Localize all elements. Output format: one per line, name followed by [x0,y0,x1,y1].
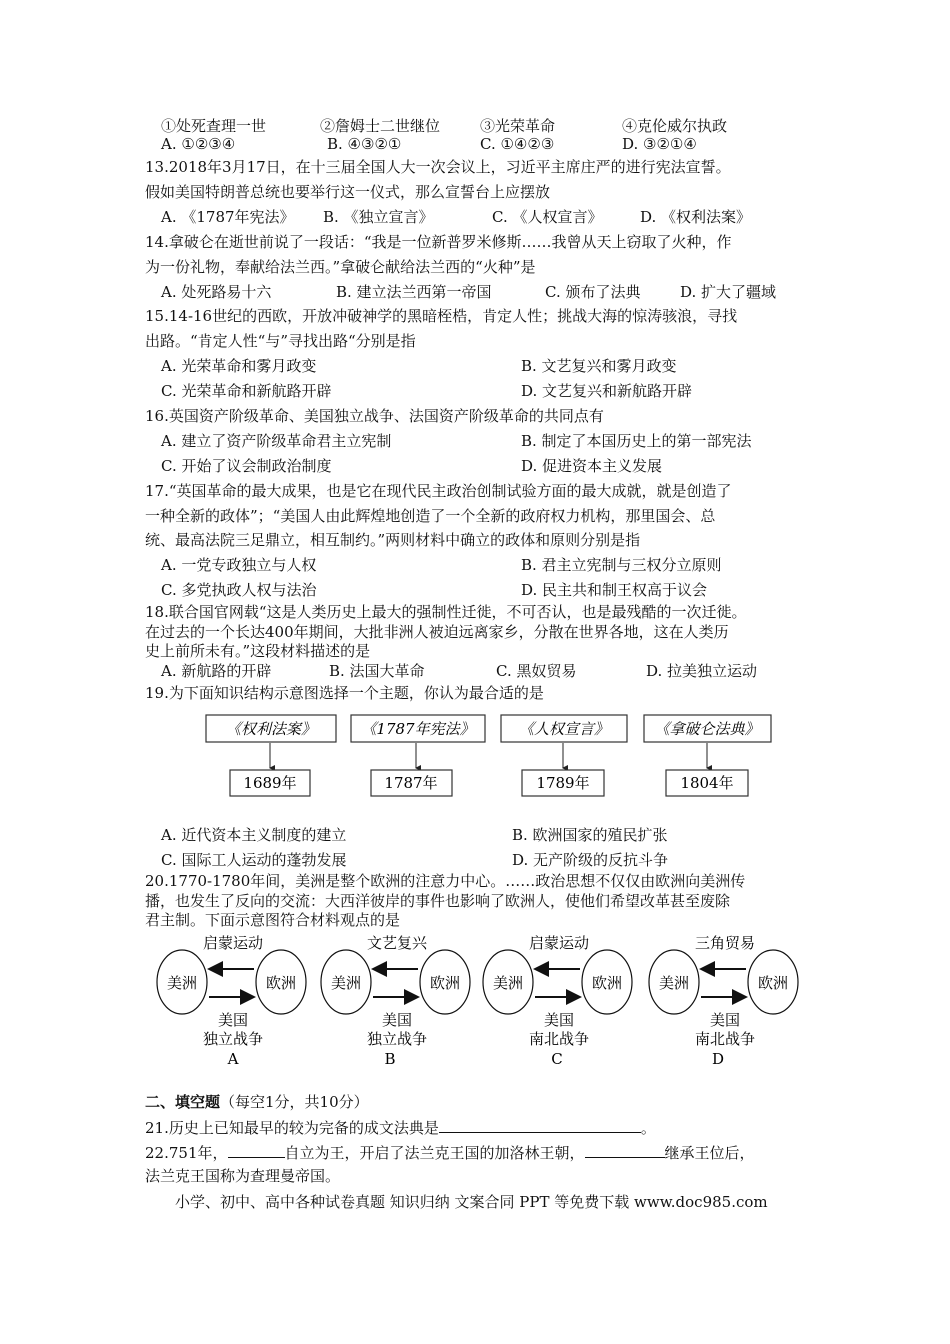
q18-option-d: D. 拉美独立运动 [646,662,758,680]
q22-line-1 [145,1142,755,1163]
q19-doc-1: 《权利法案》 [225,720,317,738]
q22-blank-2[interactable] [585,1142,665,1158]
q21-end: 。 [640,1119,656,1137]
q20-diagram-d-top: 三角贸易 [694,934,756,952]
q18-line-2: 在过去的一个长达400年期间，大批非洲人被迫远离家乡，分散在世界各地，这在人类历 [145,623,729,641]
q19-doc-3: 《人权宣言》 [518,720,610,738]
q20-diagram-d-bottom-2: 南北战争 [694,1030,756,1048]
q20-diagram-b-top: 文艺复兴 [366,934,428,952]
q19-knowledge-diagram [0,706,950,816]
q12-item-1: ①处死查理一世 [161,117,267,135]
q16-option-a: A. 建立了资产阶级革命君主立宪制 [161,432,392,450]
q20-diagram-b-letter: B [384,1050,396,1068]
q12-option-d: D. ③②①④ [622,135,697,153]
q13-line-1: 13.2018年3月17日，在十三届全国人大一次会议上，习近平主席庄严的进行宪法宣誓。 [145,158,731,176]
q16-option-c: C. 开始了议会制政治制度 [161,457,332,475]
q20-diagrams [0,925,950,1070]
q12-item-2: ②詹姆士二世继位 [320,117,441,135]
q22-prefix: 22.751年， [145,1144,228,1162]
q20-diagram-a-right: 欧洲 [265,974,297,992]
q13-line-2: 假如美国特朗普总统也要举行这一仪式，那么宣誓台上应摆放 [145,183,551,201]
q12-option-b: B. ④③②① [327,135,402,153]
q17-option-a: A. 一党专政独立与人权 [161,556,317,574]
q13-option-c: C. 《人权宣言》 [492,208,603,226]
q14-option-a: A. 处死路易十六 [161,283,272,301]
q14-line-2: 为一份礼物，奉献给法兰西。”拿破仑献给法兰西的“火种”是 [145,258,536,276]
q20-line-3: 君主制。下面示意图符合材料观点的是 [145,911,401,929]
q17-line-1: 17.“英国革命的最大成果，也是它在现代民主政治创制试验方面的最大成就，就是创造了 [145,482,732,500]
q12-item-4: ④克伦威尔执政 [622,117,728,135]
q20-diagram-c-letter: C [551,1050,563,1068]
q21-blank[interactable] [439,1117,641,1133]
q15-option-c: C. 光荣革命和新航路开辟 [161,382,332,400]
q15-option-d: D. 文艺复兴和新航路开辟 [521,382,693,400]
q20-diagram-a [157,934,306,1068]
q16-line-1: 16.英国资产阶级革命、美国独立战争、法国资产阶级革命的共同点有 [145,407,604,425]
q18-option-c: C. 黑奴贸易 [496,662,577,680]
q21-text: 21.历史上已知最早的较为完备的成文法典是 [145,1119,439,1137]
q12-option-c: C. ①④②③ [480,135,555,153]
q14-option-c: C. 颁布了法典 [545,283,641,301]
q14-line-1: 14.拿破仑在逝世前说了一段话：“我是一位新普罗米修斯……我曾从天上窃取了火种，作 [145,233,732,251]
q20-diagram-a-bottom-2: 独立战争 [202,1030,264,1048]
q19-year-1: 1689年 [243,774,297,792]
q22-line-2: 法兰克王国称为查理曼帝国。 [145,1167,341,1185]
q20-diagram-c-right: 欧洲 [591,974,623,992]
q19-doc-2: 《1787年宪法》 [361,720,475,738]
q22-blank-1[interactable] [228,1142,285,1158]
q16-option-d: D. 促进资本主义发展 [521,457,663,475]
q17-line-2: 一种全新的政体”；“美国人由此辉煌地创造了一个全新的政府权力机构，那里国会、总 [145,507,716,525]
q19-line-1: 19.为下面知识结构示意图选择一个主题，你认为最合适的是 [145,684,544,702]
q14-option-b: B. 建立法兰西第一帝国 [336,283,492,301]
q14-option-d: D. 扩大了疆域 [680,283,777,301]
q20-diagram-b-bottom-2: 独立战争 [366,1030,428,1048]
q19-year-3: 1789年 [536,774,590,792]
q18-line-1: 18.联合国官网载“这是人类历史上最大的强制性迁徙，不可否认，也是最残酷的一次迁徙。 [145,603,747,621]
q20-diagram-d-bottom-1: 美国 [709,1011,741,1029]
q21-line [145,1117,656,1138]
q20-diagram-c-bottom-2: 南北战争 [528,1030,590,1048]
q20-diagram-d [649,934,798,1068]
q17-option-d: D. 民主共和制王权高于议会 [521,581,708,599]
q20-diagram-b-left: 美洲 [330,974,362,992]
q17-line-3: 统、最高法院三足鼎立，相互制约。”两则材料中确立的政体和原则分别是指 [145,531,641,549]
q12-option-a: A. ①②③④ [161,135,236,153]
q19-option-d: D. 无产阶级的反抗斗争 [512,851,669,869]
q12-item-3: ③光荣革命 [480,117,556,135]
q20-line-1: 20.1770-1780年间，美洲是整个欧洲的注意力中心。……政治思想不仅仅由欧洲向美洲传 [145,872,746,890]
q18-line-3: 史上前所未有。”这段材料描述的是 [145,642,371,660]
q20-diagram-b-bottom-1: 美国 [381,1011,413,1029]
q20-diagram-b [321,934,470,1068]
q20-diagram-c [483,934,632,1068]
q19-option-b: B. 欧洲国家的殖民扩张 [512,826,668,844]
q22-end: 继承王位后， [664,1144,755,1162]
q18-option-a: A. 新航路的开辟 [161,662,272,680]
q13-option-d: D. 《权利法案》 [640,208,752,226]
q20-line-2: 播，也发生了反向的交流：大西洋彼岸的事件也影响了欧洲人，使他们希望改革甚至废除 [145,892,731,910]
q15-line-2: 出路。“肯定人性“与”寻找出路“分别是指 [145,332,416,350]
q19-doc-4: 《拿破仑法典》 [654,720,760,738]
q20-diagram-d-left: 美洲 [658,974,690,992]
q18-option-b: B. 法国大革命 [329,662,425,680]
q19-option-c: C. 国际工人运动的蓬勃发展 [161,851,347,869]
q22-mid: 自立为王，开启了法兰克王国的加洛林王朝， [284,1144,585,1162]
q20-diagram-c-left: 美洲 [492,974,524,992]
q19-year-2: 1787年 [384,774,438,792]
section-2-note: （每空1分，共10分） [220,1093,369,1111]
q20-diagram-a-top: 启蒙运动 [202,934,264,952]
section-2-title: 二、填空题 [145,1093,221,1111]
q15-option-b: B. 文艺复兴和雾月政变 [521,357,677,375]
q16-option-b: B. 制定了本国历史上的第一部宪法 [521,432,752,450]
q20-diagram-c-top: 启蒙运动 [528,934,590,952]
q20-diagram-d-letter: D [711,1050,725,1068]
q20-diagram-a-bottom-1: 美国 [217,1011,249,1029]
q19-year-4: 1804年 [680,774,734,792]
q13-option-b: B. 《独立宣言》 [323,208,434,226]
q20-diagram-c-bottom-1: 美国 [543,1011,575,1029]
q17-option-c: C. 多党执政人权与法治 [161,581,317,599]
q15-option-a: A. 光荣革命和雾月政变 [161,357,317,375]
q17-option-b: B. 君主立宪制与三权分立原则 [521,556,722,574]
q19-option-a: A. 近代资本主义制度的建立 [161,826,347,844]
q13-option-a: A. 《1787年宪法》 [161,208,295,226]
q20-diagram-a-letter: A [227,1050,239,1068]
q15-line-1: 15.14-16世纪的西欧，开放冲破神学的黑暗桎梏，肯定人性；挑战大海的惊涛骇浪，寻找 [145,307,738,325]
q20-diagram-b-right: 欧洲 [429,974,461,992]
q20-diagram-d-right: 欧洲 [757,974,789,992]
q20-diagram-a-left: 美洲 [166,974,198,992]
section-2-heading [145,1092,369,1112]
page-footer: 小学、初中、高中各种试卷真题 知识归纳 文案合同 PPT 等免费下载 www.doc985.com [175,1193,768,1211]
